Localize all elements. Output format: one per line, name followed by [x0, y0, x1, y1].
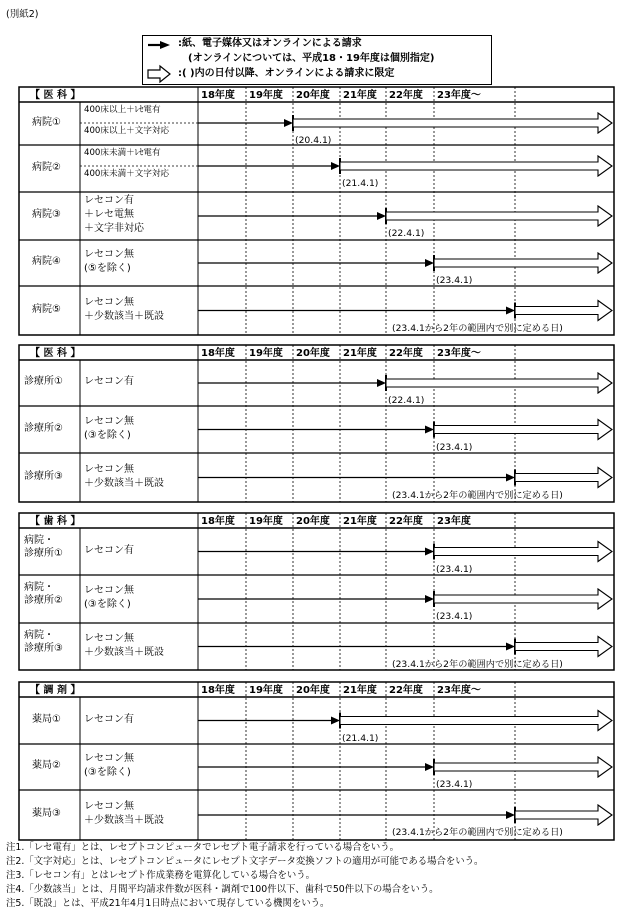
solid-arrowhead-icon — [331, 162, 340, 170]
solid-arrowhead-icon — [377, 212, 386, 220]
year-header: 23年度〜 — [437, 685, 481, 696]
year-header: 23年度〜 — [437, 90, 481, 101]
row-condition: ＋少数該当＋既設 — [84, 815, 164, 826]
solid-arrowhead-icon — [425, 259, 434, 267]
legend-line-1: :紙、電子媒体又はオンラインによる請求 — [178, 38, 362, 49]
row-name: 病院・ — [24, 582, 54, 593]
year-header: 21年度 — [343, 685, 377, 696]
row-name: 診療所① — [24, 376, 63, 387]
row-name: 病院⑤ — [32, 303, 61, 315]
solid-arrowhead-icon — [425, 763, 434, 771]
legend-hollow-arrow-icon — [148, 66, 170, 82]
start-date: (23.4.1から2年の範囲内で別に定める日) — [392, 322, 563, 334]
hollow-arrow — [515, 805, 612, 825]
row-condition: レセコン無 — [84, 801, 134, 812]
row-name: 病院・ — [24, 534, 54, 546]
hollow-arrow — [434, 757, 612, 777]
year-header: 23年度〜 — [437, 348, 481, 359]
row-condition: ＋少数該当＋既設 — [84, 646, 164, 658]
year-header: 19年度 — [249, 685, 283, 696]
note-2: 注2.「文字対応」とは、レセプトコンピュータにレセプト文字データ変換ソフトの適用が可能である場合をいう。 — [6, 856, 484, 867]
row-name: 診療所③ — [24, 470, 63, 482]
year-header: 20年度 — [296, 348, 330, 359]
row-name: 薬局② — [32, 760, 61, 771]
category-header-0: 【 医 科 】 — [30, 90, 81, 101]
row-condition: 400床以上＋ﾚｾ電有 — [84, 105, 161, 115]
row-name: 薬局③ — [32, 808, 61, 819]
row-condition: (③を除く) — [84, 767, 131, 778]
row-name: 病院・ — [24, 629, 54, 641]
note-1: 注1.「レセ電有」とは、レセプトコンピュータでレセプト電子請求を行っている場合をいう。 — [6, 842, 399, 853]
row-condition: 400床以上＋文字対応 — [84, 126, 170, 136]
start-date: (23.4.1) — [436, 275, 473, 286]
year-header: 18年度 — [201, 348, 235, 359]
row-name: 病院④ — [32, 256, 61, 267]
row-name: 病院③ — [32, 209, 61, 220]
start-date: (23.4.1) — [436, 611, 473, 622]
start-date: (23.4.1) — [436, 441, 473, 453]
legend-line-2: (オンラインについては、平成18・19年度は個別指定) — [188, 53, 435, 64]
start-date: (23.4.1) — [436, 779, 473, 790]
year-header: 20年度 — [296, 90, 330, 101]
year-header: 21年度 — [343, 348, 377, 359]
start-date: (22.4.1) — [388, 228, 425, 239]
hollow-arrow — [386, 206, 612, 226]
category-header-3: 【 調 剤 】 — [30, 685, 81, 696]
start-date: (23.4.1から2年の範囲内で別に定める日) — [392, 827, 563, 838]
row-condition: レセコン無 — [84, 463, 134, 475]
note-5: 注5.「既設」とは、平成21年4月1日時点において現存している機関をいう。 — [6, 898, 330, 909]
solid-arrowhead-icon — [506, 474, 515, 482]
solid-arrowhead-icon — [425, 426, 434, 434]
solid-arrowhead-icon — [331, 717, 340, 725]
hollow-arrow — [515, 301, 612, 321]
row-name: 病院② — [32, 161, 61, 173]
year-header: 18年度 — [201, 90, 235, 101]
note-3: 注3.「レセコン有」とはレセプト作成業務を電算化している場合をいう。 — [6, 870, 315, 881]
year-header: 22年度 — [389, 348, 423, 359]
row-condition: ＋少数該当＋既設 — [84, 310, 164, 322]
row-condition: ＋レセ電無 — [84, 209, 134, 220]
year-header: 20年度 — [296, 685, 330, 696]
start-date: (23.4.1から2年の範囲内で別に定める日) — [392, 489, 563, 501]
year-header: 21年度 — [343, 516, 377, 527]
row-condition: レセコン無 — [84, 632, 134, 644]
legend-line-3: :( )内の日付以降、オンラインによる請求に限定 — [178, 68, 395, 79]
hollow-arrow — [340, 711, 612, 731]
note-4: 注4.「少数該当」とは、月間平均請求件数が医科・調剤で100件以下、歯科で50件以下の場合をいう。 — [6, 884, 439, 895]
year-header: 22年度 — [389, 90, 423, 101]
row-condition: (⑤を除く) — [84, 263, 131, 274]
row-condition: レセコン有 — [84, 713, 134, 725]
hollow-arrow — [434, 542, 612, 562]
row-condition: 400床未満＋ﾚｾ電有 — [84, 148, 161, 158]
row-name: 診療所② — [24, 422, 63, 434]
row-condition: (③を除く) — [84, 429, 131, 441]
row-condition: レセコン無 — [84, 249, 134, 260]
year-header: 19年度 — [249, 90, 283, 101]
category-header-1: 【 医 科 】 — [30, 348, 81, 359]
start-date: (21.4.1) — [342, 178, 379, 189]
row-name-2: 診療所② — [24, 595, 63, 606]
year-header: 19年度 — [249, 516, 283, 527]
year-header: 23年度 — [437, 516, 471, 527]
row-condition: ＋少数該当＋既設 — [84, 477, 164, 489]
solid-arrowhead-icon — [506, 643, 515, 651]
attachment-label: (別紙2) — [6, 9, 39, 20]
row-condition: レセコン無 — [84, 585, 134, 596]
category-header-2: 【 歯 科 】 — [30, 516, 81, 527]
year-header: 20年度 — [296, 516, 330, 527]
row-condition: レセコン有 — [84, 544, 134, 556]
solid-arrowhead-icon — [284, 119, 293, 127]
row-condition: レセコン無 — [84, 753, 134, 764]
row-condition: ＋文字非対応 — [84, 223, 144, 234]
row-name-2: 診療所③ — [24, 642, 63, 654]
solid-arrowhead-icon — [425, 595, 434, 603]
hollow-arrow — [434, 589, 612, 609]
hollow-arrow — [386, 373, 612, 393]
start-date: (20.4.1) — [295, 135, 332, 146]
year-header: 18年度 — [201, 685, 235, 696]
solid-arrowhead-icon — [377, 379, 386, 387]
start-date: (21.4.1) — [342, 732, 379, 744]
year-header: 22年度 — [389, 516, 423, 527]
row-condition: (③を除く) — [84, 599, 131, 610]
year-header: 21年度 — [343, 90, 377, 101]
row-condition: 400床未満＋文字対応 — [84, 169, 170, 179]
row-name: 病院① — [32, 116, 61, 128]
legend-solid-arrowhead-icon — [160, 41, 170, 49]
year-header: 18年度 — [201, 516, 235, 527]
row-name: 薬局① — [32, 713, 61, 725]
solid-arrowhead-icon — [506, 811, 515, 819]
row-name-2: 診療所① — [24, 547, 63, 559]
year-header: 19年度 — [249, 348, 283, 359]
hollow-arrow — [340, 156, 612, 176]
row-condition: レセコン有 — [84, 376, 134, 387]
hollow-arrow — [515, 637, 612, 657]
row-condition: レセコン無 — [84, 415, 134, 427]
hollow-arrow — [293, 113, 612, 133]
year-header: 22年度 — [389, 685, 423, 696]
start-date: (23.4.1) — [436, 563, 473, 575]
solid-arrowhead-icon — [425, 548, 434, 556]
start-date: (23.4.1から2年の範囲内で別に定める日) — [392, 658, 563, 670]
hollow-arrow — [515, 468, 612, 488]
solid-arrowhead-icon — [506, 307, 515, 315]
row-condition: レセコン無 — [84, 296, 134, 308]
hollow-arrow — [434, 420, 612, 440]
start-date: (22.4.1) — [388, 395, 425, 406]
row-condition: レセコン有 — [84, 195, 134, 206]
hollow-arrow — [434, 253, 612, 273]
